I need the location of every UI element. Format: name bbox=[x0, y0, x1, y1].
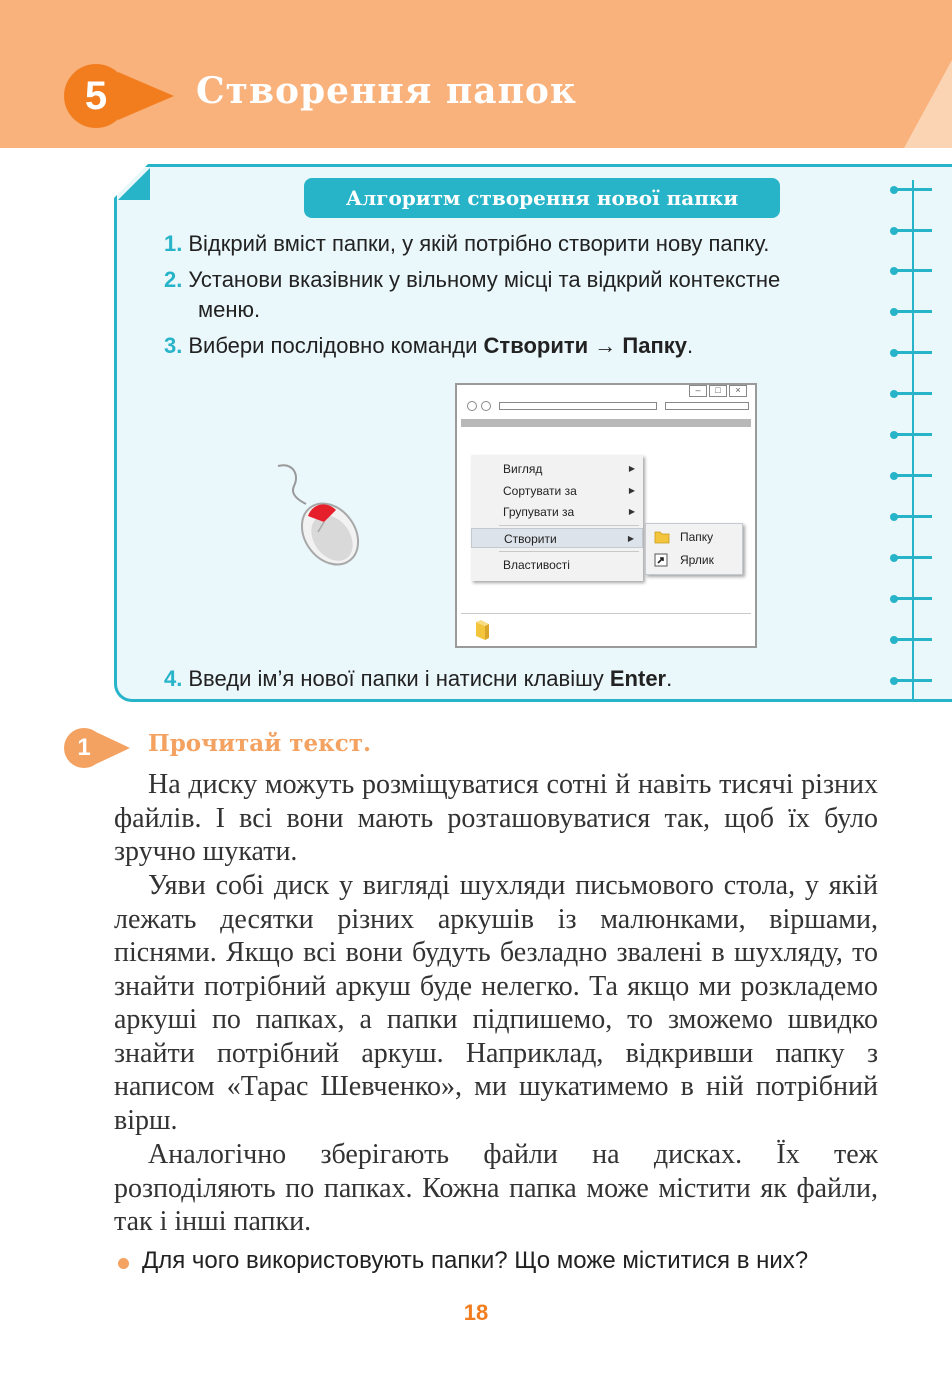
window-status-divider bbox=[461, 613, 751, 614]
shortcut-icon bbox=[654, 553, 668, 567]
menu-item-properties[interactable] bbox=[471, 555, 643, 575]
spiral-dot bbox=[890, 554, 898, 562]
enter-key: Enter bbox=[609, 666, 667, 691]
spiral-dot bbox=[890, 636, 898, 644]
command-folder: Папку bbox=[622, 333, 687, 358]
spiral-ring bbox=[892, 351, 932, 354]
create-submenu bbox=[645, 523, 743, 575]
menu-item-create[interactable] bbox=[471, 528, 643, 548]
question-bullet-icon bbox=[118, 1258, 129, 1269]
spiral-ring bbox=[892, 229, 932, 232]
task-number: 1 bbox=[77, 734, 91, 761]
spiral-ring bbox=[892, 433, 932, 436]
spiral-ring bbox=[892, 515, 932, 518]
notebook-spiral bbox=[890, 180, 940, 700]
close-button[interactable]: × bbox=[729, 385, 747, 397]
new-folder-icon[interactable] bbox=[473, 620, 493, 642]
menu-item-label: Створити bbox=[504, 532, 557, 546]
spiral-ring bbox=[892, 597, 932, 600]
text-paragraph-1: На диску можуть розміщуватися сотні й навіть тисячі різних файлів. І всі вони мають розташовуватися так, щоб їх було зручно шукати. bbox=[114, 769, 878, 867]
step-number: 3. bbox=[164, 333, 183, 358]
step-number: 2. bbox=[164, 267, 183, 292]
algorithm-step-4 bbox=[164, 664, 672, 694]
computer-mouse-icon bbox=[270, 460, 370, 570]
step-number: 1. bbox=[164, 231, 183, 256]
submenu-item-folder[interactable] bbox=[646, 526, 742, 548]
spiral-dot bbox=[890, 513, 898, 521]
spiral-dot bbox=[890, 472, 898, 480]
step-text: Вибери послідовно команди bbox=[188, 333, 484, 358]
spiral-dot bbox=[890, 390, 898, 398]
window-toolbar-strip bbox=[461, 419, 751, 427]
spiral-dot bbox=[890, 227, 898, 235]
spiral-line bbox=[912, 180, 914, 700]
window-titlebar bbox=[457, 385, 755, 417]
task-title: Прочитай текст. bbox=[148, 730, 372, 757]
spiral-ring bbox=[892, 679, 932, 682]
step-suffix: . bbox=[687, 333, 694, 358]
submenu-item-shortcut[interactable] bbox=[646, 549, 742, 571]
menu-item-label: Властивості bbox=[503, 558, 570, 572]
menu-item-label: Групувати за bbox=[503, 505, 575, 519]
spiral-ring bbox=[892, 474, 932, 477]
submenu-arrow-icon: ▶ bbox=[628, 507, 635, 516]
search-bar[interactable] bbox=[665, 402, 749, 410]
lesson-number: 5 bbox=[84, 74, 108, 118]
spiral-dot bbox=[890, 267, 898, 275]
menu-item-sort-by[interactable] bbox=[471, 481, 643, 501]
submenu-item-label: Ярлик bbox=[680, 553, 714, 567]
menu-divider bbox=[499, 551, 639, 552]
spiral-ring bbox=[892, 269, 932, 272]
step-text: Відкрий вміст папки, у якій потрібно створити нову папку. bbox=[188, 231, 770, 256]
header-page-fold bbox=[904, 60, 952, 148]
spiral-ring bbox=[892, 392, 932, 395]
explorer-window bbox=[455, 383, 757, 648]
algorithm-box-corner-fold bbox=[118, 168, 150, 200]
submenu-arrow-icon: ▶ bbox=[628, 464, 635, 473]
algorithm-step-2 bbox=[164, 265, 780, 295]
spiral-dot bbox=[890, 431, 898, 439]
spiral-ring bbox=[892, 556, 932, 559]
spiral-dot bbox=[890, 595, 898, 603]
window-circle-icon bbox=[481, 401, 491, 411]
step-suffix: . bbox=[666, 666, 673, 691]
context-menu bbox=[471, 455, 643, 581]
step-text: Установи вказівник у вільному місці та відкрий контекстне bbox=[188, 267, 781, 292]
algorithm-step-2-continuation: меню. bbox=[198, 297, 261, 322]
spiral-ring bbox=[892, 188, 932, 191]
menu-item-label: Вигляд bbox=[503, 462, 543, 476]
submenu-arrow-icon: ▶ bbox=[627, 534, 634, 543]
text-paragraph-2: Уяви собі диск у вигляді шухляди письмового стола, у якій лежать десятки різних аркушів із малюнками, віршами, піснями. Якщо всі вони будуть безладно звалені в шухляду, то знайти потрібний аркуш буде нелегко. Та якщо ми розкладемо аркуші по папках, а папки підпишемо, то зможемо швидко знайти потрібний аркуш. Наприклад, відкривши папку з написом «Тарас Шевченко», ми шукатимемо в ній потрібний вірш. bbox=[114, 870, 878, 1136]
spiral-dot bbox=[890, 186, 898, 194]
algorithm-step-1 bbox=[164, 229, 769, 259]
algorithm-step-3 bbox=[164, 331, 693, 361]
step-text: Введи ім’я нової папки і натисни клавішу bbox=[188, 666, 610, 691]
maximize-button[interactable]: □ bbox=[709, 385, 727, 397]
submenu-item-label: Папку bbox=[680, 530, 714, 544]
menu-item-group-by[interactable] bbox=[471, 502, 643, 522]
folder-icon bbox=[654, 530, 670, 544]
spiral-dot bbox=[890, 349, 898, 357]
spiral-ring bbox=[892, 638, 932, 641]
text-paragraph-3: Аналогічно зберігають файли на дисках. Їх теж розподіляють по папках. Кожна папка може містити як файли, так і інші папки. bbox=[114, 1139, 878, 1237]
submenu-arrow-icon: ▶ bbox=[628, 486, 635, 495]
menu-item-view[interactable] bbox=[471, 459, 643, 479]
spiral-dot bbox=[890, 308, 898, 316]
menu-item-label: Сортувати за bbox=[503, 484, 577, 498]
page-number: 18 bbox=[463, 1300, 489, 1325]
spiral-dot bbox=[890, 677, 898, 685]
minimize-button[interactable]: – bbox=[689, 385, 707, 397]
spiral-ring bbox=[892, 310, 932, 313]
menu-divider bbox=[499, 525, 639, 526]
command-create: Створити bbox=[483, 333, 589, 358]
arrow-right-icon: → bbox=[594, 333, 617, 358]
step-number: 4. bbox=[164, 666, 183, 691]
window-circle-icon bbox=[467, 401, 477, 411]
address-bar[interactable] bbox=[499, 402, 657, 410]
question-text: Для чого використовують папки? Що може міститися в них? bbox=[142, 1247, 809, 1274]
algorithm-title: Алгоритм створення нової папки bbox=[345, 186, 739, 210]
lesson-title: Створення папок bbox=[196, 70, 577, 112]
